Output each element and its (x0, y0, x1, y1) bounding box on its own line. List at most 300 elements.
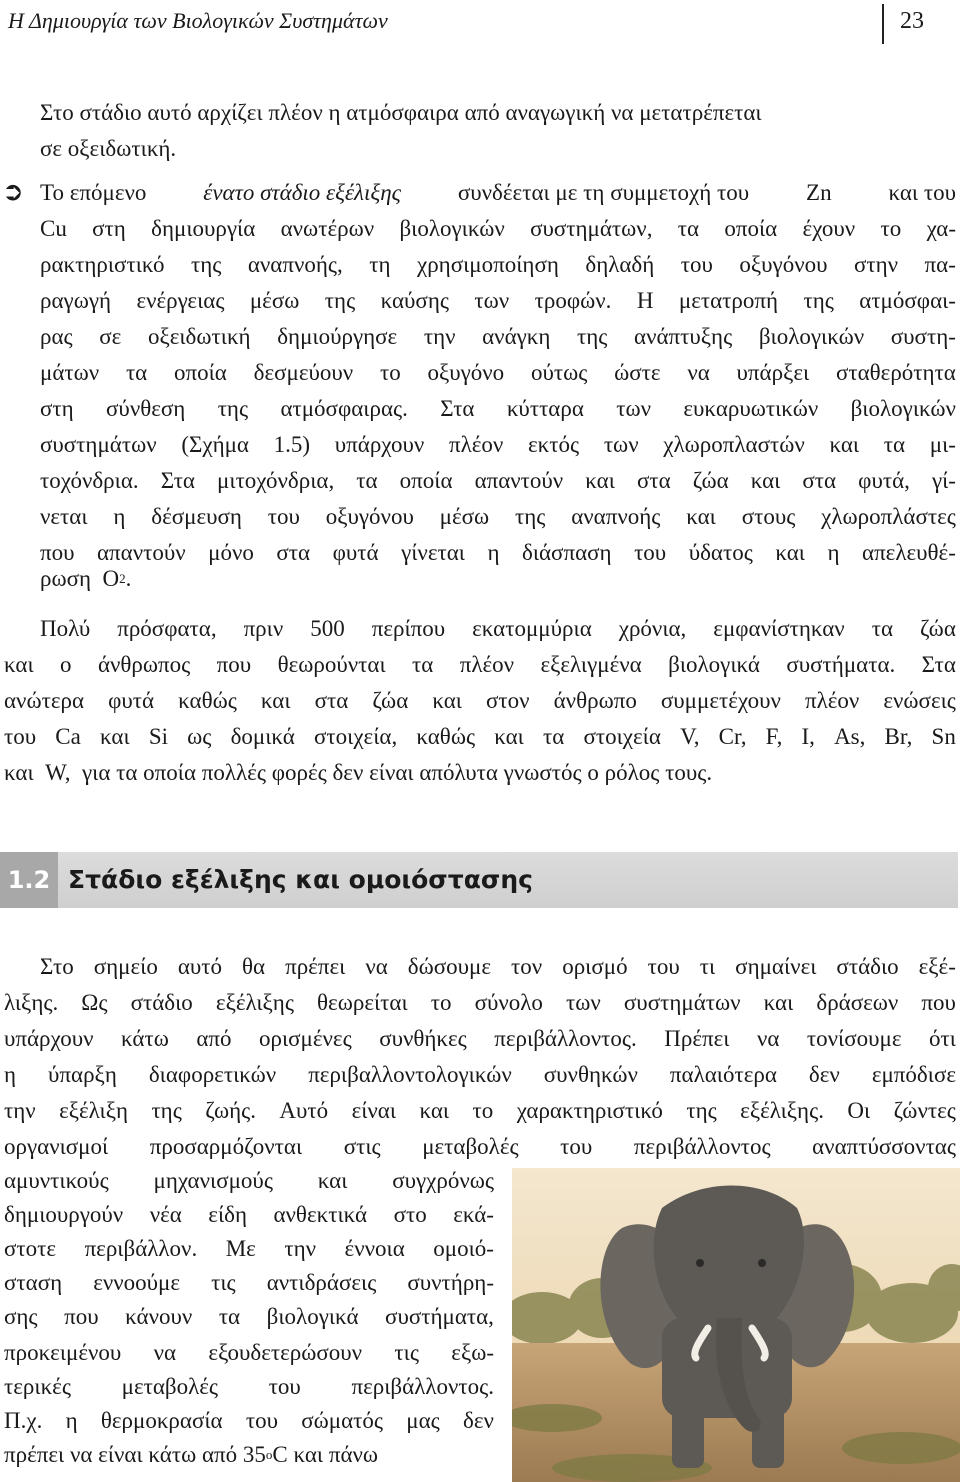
word: σώματός (301, 1408, 384, 1433)
word: Si (148, 724, 168, 749)
word: αναπνοής, (247, 252, 343, 277)
word: Πρέπει (664, 1026, 730, 1051)
word: εμφανίστηκαν (713, 616, 845, 641)
word: διάσπαση (521, 540, 612, 565)
para2-line-1: Το επόμενο ένατο στάδιο εξέλιξης συνδέεται με τη συμμετοχή του Zn και του (40, 180, 956, 205)
word: των (603, 432, 639, 457)
word: και (4, 652, 34, 677)
word: στο (393, 1202, 427, 1227)
word: του (267, 504, 300, 529)
word: να (365, 954, 388, 979)
word: φυτά (332, 540, 379, 565)
word: δώσουμε (407, 954, 492, 979)
word: της (190, 252, 222, 277)
word: στα (314, 688, 349, 713)
para4-line (40, 950, 956, 984)
para4-line (4, 1336, 494, 1370)
word: χα- (926, 216, 956, 241)
word: σύνολο (474, 990, 543, 1015)
word: υπάρχουν (334, 432, 425, 457)
word: πριν (243, 616, 284, 641)
section-title: Στάδιο εξέλιξης και ομοιόστασης (68, 865, 533, 894)
para2-line (40, 248, 956, 282)
word: ρας (40, 324, 73, 349)
word: είναι (351, 1098, 397, 1123)
word: πρέπει (285, 954, 346, 979)
word: περίπου (371, 616, 446, 641)
word: μιτοχόνδρια, (217, 468, 335, 493)
word: της (217, 396, 249, 421)
word: Cu (40, 216, 67, 241)
word: οξυγόνο (427, 360, 505, 385)
word: μάτων (40, 360, 100, 385)
word: της (324, 288, 356, 313)
word: σταση (4, 1270, 63, 1295)
para1-line: σε οξειδωτική. (40, 136, 177, 161)
word: απαντούν (474, 468, 564, 493)
word: να (153, 1340, 177, 1365)
word: του (647, 954, 680, 979)
word: στοιχεία, (314, 724, 398, 749)
word: στοτε (4, 1236, 57, 1261)
word: υπάρχουν (4, 1026, 94, 1051)
word: στα (276, 540, 311, 565)
word: ζωής. (205, 1098, 256, 1123)
para1-line: Στο στάδιο αυτό αρχίζει πλέον η ατμόσφαιρα από αναγωγική να μετατρέπεται (40, 100, 762, 125)
word: που (64, 1304, 99, 1329)
word: σε (99, 324, 122, 349)
word: του (4, 724, 37, 749)
word: προσαρμόζονται (149, 1134, 303, 1159)
word: μέσω (249, 288, 300, 313)
word: μεταβολές (422, 1134, 519, 1159)
word: και (775, 540, 805, 565)
word: Οι (847, 1098, 871, 1123)
word: Αυτό (279, 1098, 329, 1123)
para4-line (4, 1300, 494, 1334)
word: εξελιγμένα (540, 652, 642, 677)
word: αναπνοής (571, 504, 661, 529)
word: εννοούμε (93, 1270, 181, 1295)
word: δηλαδή (585, 252, 655, 277)
word: ότι (928, 1026, 956, 1051)
word: καθώς (416, 724, 476, 749)
word: αυτό (177, 954, 223, 979)
word: Στα (160, 468, 195, 493)
word: ούτως (530, 360, 588, 385)
word: As, (834, 724, 866, 749)
word: χλωροπλαστών (663, 432, 805, 457)
para3-line: και W, για τα οποία πολλές φορές δεν είναι απόλυτα γνωστός ο ρόλος τους. (4, 760, 713, 785)
word: δομικά (230, 724, 295, 749)
word: εξέλιξη (59, 1098, 129, 1123)
word: αμυντικούς (4, 1168, 109, 1193)
para4-line (4, 1022, 956, 1056)
word: της (577, 324, 608, 349)
word: ανώτερα (4, 688, 85, 713)
word: περιβάλλον. (84, 1236, 198, 1261)
word: δημιουργούν (4, 1202, 124, 1227)
word: που (921, 990, 956, 1015)
word: ανάπτυξης (634, 324, 733, 349)
word: το (430, 990, 452, 1015)
word: F, (765, 724, 783, 749)
word: μετατροπή (678, 288, 779, 313)
word: των (474, 288, 510, 313)
word: γίνεται (401, 540, 465, 565)
word: άνθρωπος (97, 652, 191, 677)
word: στη (40, 396, 74, 421)
word: οξειδωτική (147, 324, 251, 349)
word: τοχόνδρια. (40, 468, 139, 493)
word: ορισμό (562, 954, 628, 979)
word: και (585, 468, 615, 493)
word: βιολογικών (758, 324, 865, 349)
word: καθώς (178, 688, 237, 713)
word: η (113, 504, 126, 529)
para3-line (4, 684, 956, 718)
word: συνθηκών (543, 1062, 638, 1087)
word: οποία (724, 216, 778, 241)
word: ανωτέρων (280, 216, 375, 241)
word: περιβάλλοντος. (351, 1374, 494, 1399)
word: της (151, 1098, 182, 1123)
word: τα (871, 616, 893, 641)
word: δέσμευση (151, 504, 242, 529)
word: εξέλιξης. (740, 1098, 824, 1123)
para4-line (4, 1370, 494, 1404)
word: Sn (931, 724, 956, 749)
word: συστη- (890, 324, 956, 349)
word: ορισμένες (258, 1026, 352, 1051)
word: ως (187, 724, 212, 749)
word: και (317, 1168, 348, 1193)
para3-line (40, 612, 956, 646)
word: τα (543, 724, 565, 749)
word: ρακτηριστικό (40, 252, 165, 277)
word: του (634, 540, 667, 565)
word: Με (225, 1236, 256, 1261)
word: βιολογικών (850, 396, 956, 421)
para4-line (4, 1232, 494, 1266)
para2-line (40, 428, 956, 462)
word: την (423, 324, 456, 349)
word: βιολογικών (399, 216, 505, 241)
word: τις (394, 1340, 419, 1365)
word: χλωροπλάστες (821, 504, 956, 529)
elephant-photo (512, 1168, 960, 1482)
word: Ως (81, 990, 108, 1015)
word: μόνο (208, 540, 254, 565)
word: ομοιό- (433, 1236, 494, 1261)
word: εκά- (453, 1202, 494, 1227)
word: εκατομμύρια (472, 616, 592, 641)
word: οξυγόνου (739, 252, 828, 277)
para4-line (4, 1404, 494, 1438)
word: και (494, 724, 524, 749)
word: περιβάλλοντος. (494, 1026, 637, 1051)
word: η (487, 540, 500, 565)
running-header-title: Η Δημιουργία των Βιολογικών Συστημάτων (8, 8, 388, 33)
word: ζώντες (893, 1098, 956, 1123)
word: θεωρούνται (277, 652, 386, 677)
word: οποία (174, 360, 227, 385)
para2-line (40, 392, 956, 426)
para4-line (4, 1058, 956, 1092)
word: τι (699, 954, 716, 979)
para2-line (40, 284, 956, 318)
word: τερικές (4, 1374, 71, 1399)
word: απελευθέ- (862, 540, 956, 565)
word: παλαιότερα (669, 1062, 777, 1087)
word: ατμόσφαι- (859, 288, 956, 313)
word: δεν (463, 1408, 494, 1433)
word: στον (486, 688, 530, 713)
word: δημιουργία (151, 216, 256, 241)
word: και (100, 724, 130, 749)
word: στις (343, 1134, 381, 1159)
word: συμμετέχουν (660, 688, 781, 713)
word: στάδιο (836, 954, 899, 979)
word: να (756, 1026, 780, 1051)
word: στους (741, 504, 796, 529)
word: έννοια (344, 1236, 405, 1261)
word: στη (92, 216, 126, 241)
word: μηχανισμούς (153, 1168, 273, 1193)
word: γί- (931, 468, 956, 493)
word: τονίσουμε (806, 1026, 902, 1051)
word: τα (883, 432, 906, 457)
word: έχουν (802, 216, 856, 241)
word: τα (125, 360, 148, 385)
para4-line (4, 1094, 956, 1128)
word: και (260, 688, 291, 713)
word: συστήματα, (385, 1304, 494, 1329)
word: κάτω (121, 1026, 169, 1051)
word: του (268, 1374, 301, 1399)
word: άνθρωπο (553, 688, 637, 713)
word: Στο (40, 954, 74, 979)
header-vertical-rule (882, 4, 884, 44)
word: τον (511, 954, 543, 979)
word: που (216, 652, 252, 677)
word: πλέον (449, 432, 504, 457)
word: συστήματα. (786, 652, 896, 677)
word: πα- (924, 252, 956, 277)
word: η (4, 1062, 17, 1087)
word: εκτός (528, 432, 580, 457)
word: οξυγόνου (325, 504, 414, 529)
para2-line-last: ρωση O 2 . (40, 566, 132, 591)
para4-line (4, 1164, 494, 1198)
word: ζώα (692, 468, 729, 493)
word: Br, (884, 724, 913, 749)
word: δεσμεύουν (253, 360, 354, 385)
word: ατμόσφαιρας. (280, 396, 408, 421)
word: ραγωγή (40, 288, 112, 313)
word: το (379, 360, 401, 385)
word: οργανισμοί (4, 1134, 109, 1159)
word: και (829, 432, 860, 457)
word: και (686, 504, 716, 529)
para4-line-last: πρέπει να είναι κάτω από 35 ο C και πάνω (4, 1442, 379, 1467)
word: Cr, (718, 724, 747, 749)
word: εμπόδισε (871, 1062, 956, 1087)
word: είδη (208, 1202, 247, 1227)
word: η (827, 540, 840, 565)
para2-line (40, 464, 956, 498)
word: συνθήκες (379, 1026, 467, 1051)
para4-line (4, 986, 956, 1020)
word: ζώα (919, 616, 956, 641)
word: στα (802, 468, 837, 493)
word: καύσης (380, 288, 449, 313)
word: ευκαρυωτικών (683, 396, 819, 421)
word: 1.5) (273, 432, 311, 457)
para4-line (4, 1266, 494, 1300)
word: μας (406, 1408, 440, 1433)
word: χρησιμοποίηση (416, 252, 559, 277)
section-number: 1.2 (0, 852, 58, 908)
word: V, (680, 724, 700, 749)
word: ενέργειας (136, 288, 225, 313)
word: εξέ- (918, 954, 956, 979)
word: περιβαλλοντολογικών (308, 1062, 512, 1087)
word: στην (853, 252, 899, 277)
word: Π.χ. (4, 1408, 43, 1433)
word: χρόνια, (618, 616, 687, 641)
word: σύνθεση (106, 396, 186, 421)
word: το (880, 216, 902, 241)
word: κύτταρα (506, 396, 584, 421)
word: πλέον (804, 688, 860, 713)
word: βιολογικά (668, 652, 760, 677)
para3-line (4, 720, 956, 754)
word: βιολογικά (266, 1304, 359, 1329)
word: αναπτύσσοντας (812, 1134, 956, 1159)
word: φυτά, (858, 468, 910, 493)
word: περιβάλλοντος (633, 1134, 771, 1159)
word: 500 (310, 616, 345, 641)
word: δημιούργησε (277, 324, 398, 349)
word: συστημάτων (40, 432, 157, 457)
word: του (560, 1134, 593, 1159)
para2-line (40, 500, 956, 534)
word: προκειμένου (4, 1340, 122, 1365)
word: τα (356, 468, 378, 493)
word: τα (218, 1304, 241, 1329)
word: εξουδετερώσουν (208, 1340, 363, 1365)
word: ζώα (372, 688, 409, 713)
word: ανθεκτικά (273, 1202, 368, 1227)
word: εξέλιξης (215, 990, 294, 1015)
word: συστημάτων (623, 990, 741, 1015)
word: φυτά (108, 688, 155, 713)
word: I, (801, 724, 815, 749)
word: πρόσφατα, (117, 616, 217, 641)
word: του (245, 1408, 278, 1433)
word: συγχρόνως (392, 1168, 494, 1193)
word: η (65, 1408, 78, 1433)
word: και (750, 468, 781, 493)
word: τη (369, 252, 391, 277)
para3-line (4, 648, 956, 682)
word: μέσω (439, 504, 490, 529)
word: υπάρξει (736, 360, 810, 385)
word: την (4, 1098, 36, 1123)
word: θα (242, 954, 266, 979)
word: ώστε (614, 360, 661, 385)
word: στάδιο (130, 990, 193, 1015)
word: ύδατος (688, 540, 753, 565)
para2-line (40, 212, 956, 246)
word: Στα (921, 652, 956, 677)
para4-line (4, 1198, 494, 1232)
word: στα (636, 468, 671, 493)
word: εξω- (451, 1340, 494, 1365)
word: σης (4, 1304, 38, 1329)
word: δράσεων (816, 990, 899, 1015)
word: ανάγκη (482, 324, 551, 349)
word: συστημάτων, (530, 216, 653, 241)
word: σημαίνει (735, 954, 817, 979)
word: ύπαρξη (48, 1062, 117, 1087)
word: νεται (40, 504, 88, 529)
word: μεταβολές (121, 1374, 219, 1399)
word: Ca (55, 724, 81, 749)
word: τα (412, 652, 434, 677)
word: ενώσεις (883, 688, 956, 713)
word: Η (636, 288, 654, 313)
word: από (196, 1026, 232, 1051)
word: (Σχήμα (181, 432, 249, 457)
word: του (680, 252, 713, 277)
word: συντήρη- (407, 1270, 494, 1295)
word: νέα (149, 1202, 182, 1227)
word: τις (211, 1270, 236, 1295)
word: χαρακτηριστικό (516, 1098, 663, 1123)
word: μι- (929, 432, 956, 457)
word: τα (677, 216, 700, 241)
para2-line (40, 356, 956, 390)
word: και (419, 1098, 450, 1123)
word: της (515, 504, 546, 529)
arrow-right-icon: ➲ (2, 177, 24, 207)
word: στοιχεία (583, 724, 661, 749)
word: θερμοκρασία (100, 1408, 223, 1433)
word: να (687, 360, 710, 385)
word: αντιδράσεις (266, 1270, 377, 1295)
word: τροφών. (534, 288, 612, 313)
word: που (40, 540, 75, 565)
word: την (284, 1236, 317, 1261)
word: σημείο (93, 954, 158, 979)
word: των (616, 396, 652, 421)
word: το (472, 1098, 494, 1123)
word: οποία (399, 468, 453, 493)
word: θεωρείται (317, 990, 408, 1015)
para2-line (40, 320, 956, 354)
word: και (432, 688, 462, 713)
word: των (566, 990, 601, 1015)
para2-line (40, 536, 956, 570)
word: της (686, 1098, 717, 1123)
word: δεν (808, 1062, 840, 1087)
word: της (803, 288, 834, 313)
word: λιξης. (4, 990, 59, 1015)
word: και (763, 990, 794, 1015)
page-number: 23 (900, 8, 924, 34)
